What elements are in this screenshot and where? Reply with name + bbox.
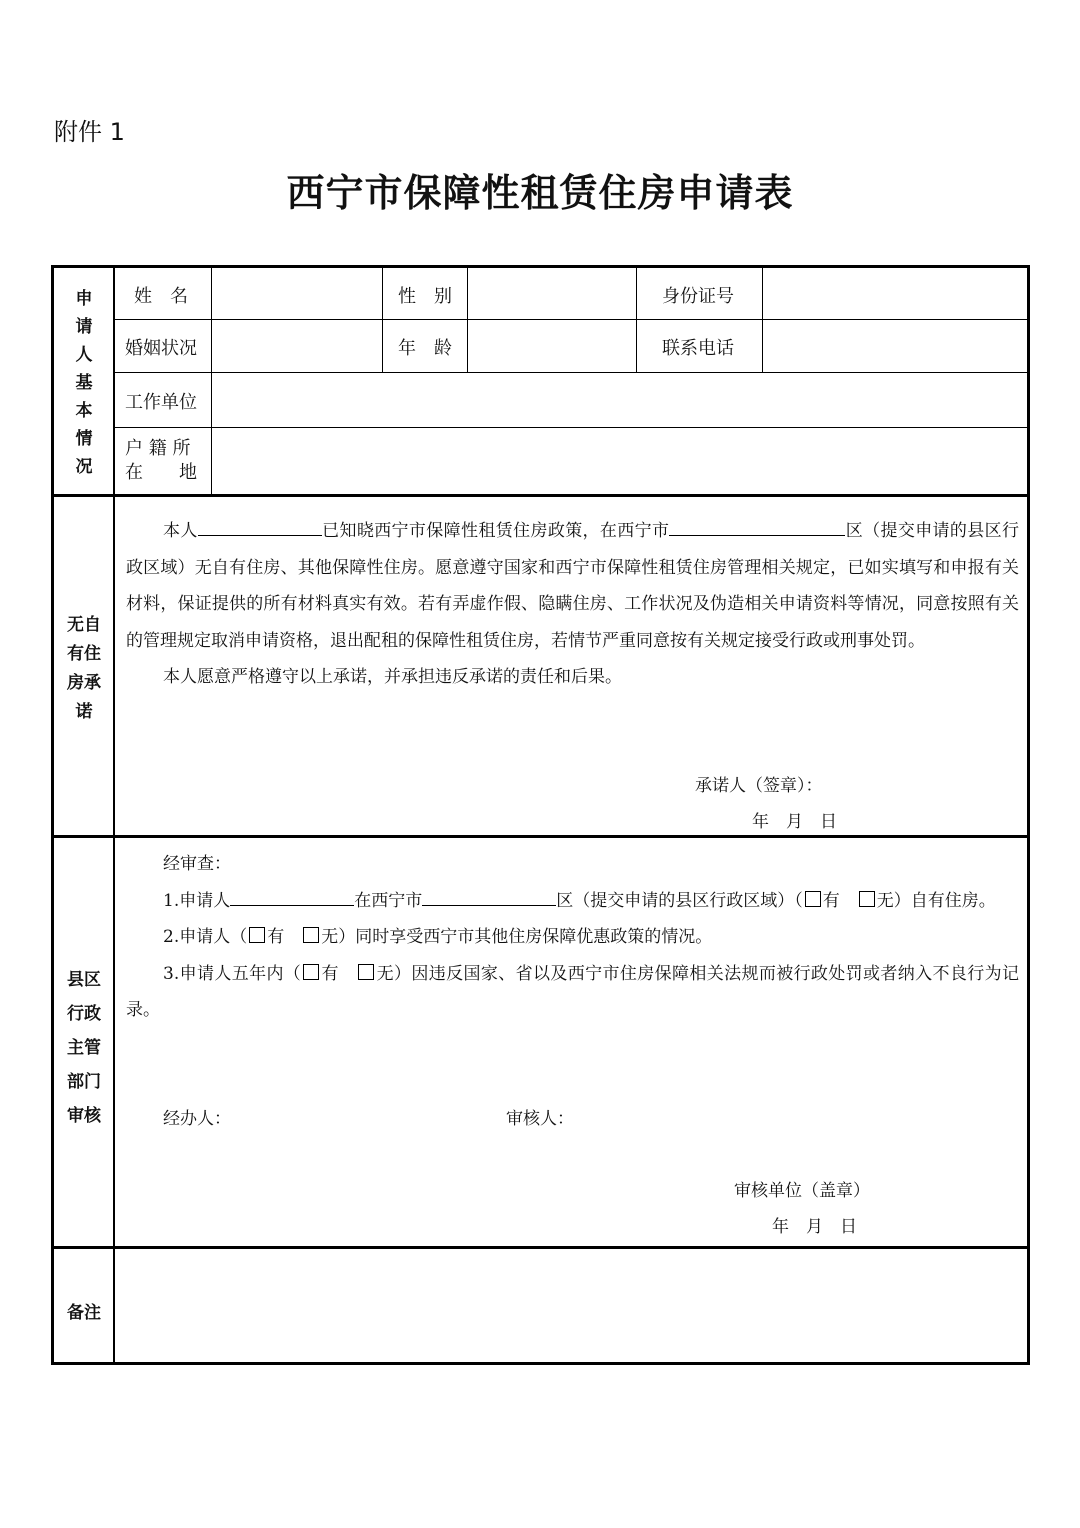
application-form-table (51, 265, 1030, 1365)
checkbox-has[interactable] (303, 964, 319, 980)
name-blank (198, 521, 322, 536)
district-blank (422, 891, 556, 906)
checkbox-none[interactable] (358, 964, 374, 980)
section-label-county-review: 县区 行政 主管 部门 审核 (67, 970, 101, 1126)
phone-label: 联系电话 (662, 338, 734, 359)
column-divider (382, 268, 383, 373)
gender-label: 性 别 (398, 286, 452, 307)
pledge-signer: 承诺人（签章）： (695, 776, 823, 796)
age-label: 年 龄 (398, 338, 452, 359)
checkbox-has[interactable] (805, 891, 821, 907)
marital-status-label: 婚姻状况 (125, 338, 197, 359)
checkbox-none[interactable] (859, 891, 875, 907)
review-text: 经审查： 1.申请人 在西宁市 区（提交申请的县区行政区域）（ 有 无）自有住房。 2.申请人（ 有 无）同时享受西宁市其他住房保障优惠政策的情况。 3.申请人五年内（ 有 无）因违反国家、省以及西宁市住房保障相关法规而被行政处罚或者纳入不良行为记录。 (126, 854, 1020, 1021)
column-divider (467, 268, 468, 373)
reviewer-label: 审核人： (506, 1109, 574, 1129)
column-divider (762, 268, 763, 373)
name-label: 姓 名 (134, 286, 188, 307)
pledge-text: 本人 已知晓西宁市保障性租赁住房政策，在西宁市 区（提交申请的县区行政区域）无自有住房、其他保障性住房。愿意遵守国家和西宁市保障性租赁住房管理相关规定，已如实填写和申报有关材料，保证提供的所有材料真实有效。若有弄虚作假、隐瞒住房、工作状况及伪造相关申请资料等情况，同意按照有关的管理规定取消申请资格，退出配租的保障性租赁住房，若情节严重同意按有关规定接受行政或刑事处罚。 本人愿意严格遵守以上承诺，并承担违反承诺的责任和后果。 (126, 521, 1020, 688)
section-divider (54, 494, 1027, 497)
district-blank (669, 521, 845, 536)
applicant-blank (230, 891, 354, 906)
column-divider (211, 268, 212, 495)
pledge-date: 年 月 日 (752, 812, 837, 832)
handler-label: 经办人： (163, 1109, 231, 1129)
column-divider (636, 268, 637, 373)
section-divider (54, 1246, 1027, 1249)
employer-label: 工作单位 (125, 392, 197, 413)
section-label-applicant-info: 申 请 人 基 本 情 况 (75, 289, 93, 477)
attachment-label: 附件 1 (54, 118, 125, 146)
section-label-remarks: 备注 (67, 1303, 101, 1323)
section-divider (54, 835, 1027, 838)
checkbox-has[interactable] (249, 927, 265, 943)
form-title: 西宁市保障性租赁住房申请表 (286, 170, 794, 215)
review-unit-stamp: 审核单位（盖章） (734, 1181, 870, 1201)
id-number-label: 身份证号 (662, 286, 734, 307)
row-divider (114, 372, 1027, 373)
checkbox-none[interactable] (303, 927, 319, 943)
section-label-no-housing-pledge: 无自 有住 房承 诺 (67, 615, 101, 722)
review-date: 年 月 日 (772, 1217, 857, 1237)
hukou-label: 户 籍 所 在 地 (125, 438, 197, 483)
row-divider (114, 319, 1027, 320)
row-divider (114, 427, 1027, 428)
